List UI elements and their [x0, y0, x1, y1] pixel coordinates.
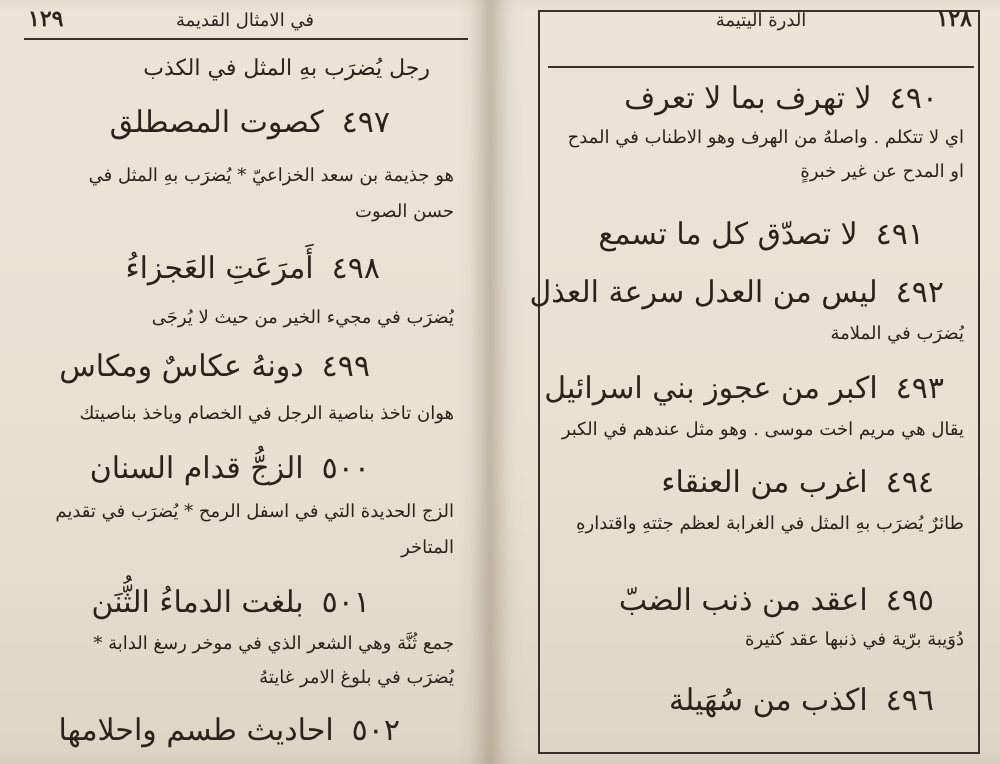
left-page-body — [28, 0, 460, 764]
entry-title: ليس من العدل سرعة العذل — [529, 275, 878, 310]
entry-number: ٥٠١ — [321, 585, 370, 620]
entry-number: ٤٩٨ — [331, 251, 380, 286]
entry-line: المتاخر — [401, 537, 454, 558]
entry-title: كصوت المصطلق — [109, 105, 324, 140]
entry-number: ٤٩٤ — [885, 465, 934, 500]
entry-line: يُضرَب في الملامة — [830, 323, 964, 344]
entry-title: احاديث طسم واحلامها — [58, 713, 334, 748]
entry-title: اغرب من العنقاء — [661, 465, 868, 500]
entry-number: ٤٩٢ — [895, 275, 944, 310]
entry-number: ٥٠٠ — [321, 451, 370, 486]
entry-line: هوان تاخذ بناصية الرجل في الخصام وياخذ بناصيتك — [79, 403, 454, 424]
right-page-body — [529, 0, 974, 764]
entry-title: الزجُّ قدام السنان — [89, 451, 304, 486]
entry-line: الزج الحديدة التي في اسفل الرمح * يُضرَب في تقديم — [55, 501, 454, 522]
entry-title: دونهُ عكاسٌ ومكاس — [59, 349, 304, 384]
page-number-left: ١٢٩ — [28, 6, 64, 32]
entry-title: لا تهرف بما لا تعرف — [624, 81, 872, 116]
running-title-left: في الامثال القديمة — [175, 10, 315, 31]
entry-line: او المدح عن غير خبرةٍ — [800, 161, 964, 182]
entry-line: يقال هي مريم اخت موسى . وهو مثل عندهم في الكبر — [561, 419, 964, 440]
entry-number: ٤٩٣ — [895, 371, 944, 406]
entry-line: هو جذيمة بن سعد الخزاعيّ * يُضرَب بهِ المثل في — [88, 165, 454, 186]
entry-number: ٤٩١ — [875, 217, 924, 252]
entry-line: يُضرَب في مجيء الخير من حيث لا يُرجَى — [151, 307, 454, 328]
entry-line: يُضرَب في بلوغ الامر غايتهُ — [259, 667, 454, 688]
entry-line: اي لا تتكلم . واصلهُ من الهرف وهو الاطناب في المدح — [567, 127, 964, 148]
entry-title: أَمرَعَتِ العَجزاءُ — [125, 251, 314, 286]
entry-line: دُوَيبة برّية في ذنبها عقد كثيرة — [745, 629, 964, 650]
entry-number: ٤٩٥ — [885, 583, 934, 618]
running-title-right: الدرة اليتيمة — [715, 10, 807, 31]
entry-number: ٤٩٧ — [341, 105, 390, 140]
entry-number: ٤٩٩ — [321, 349, 370, 384]
entry-number: ٥٠٢ — [351, 713, 400, 748]
entry-line: جمع ثُنَّة وهي الشعر الذي في موخر رسغ الدابة * — [93, 633, 454, 654]
right-page — [490, 0, 1000, 764]
entry-line: حسن الصوت — [355, 201, 454, 222]
intro-line: رجل يُضرَب بهِ المثل في الكذب — [143, 56, 430, 81]
entry-title: اكبر من عجوز بني اسرائيل — [544, 371, 878, 406]
entry-title: اكذب من سُهَيلة — [669, 683, 868, 718]
entry-title: لا تصدّق كل ما تسمع — [598, 217, 858, 252]
entry-number: ٤٩٦ — [885, 683, 934, 718]
entry-line: طائرٌ يُضرَب بهِ المثل في الغرابة لعظم جثتهِ واقتدارهِ — [576, 513, 964, 534]
left-page — [0, 0, 490, 764]
page-number-right: ١٢٨ — [936, 6, 972, 32]
entry-title: اعقد من ذنب الضبّ — [618, 583, 868, 618]
entry-title: بلغت الدماءُ الثُّنَن — [91, 585, 304, 620]
entry-number: ٤٩٠ — [889, 81, 938, 116]
